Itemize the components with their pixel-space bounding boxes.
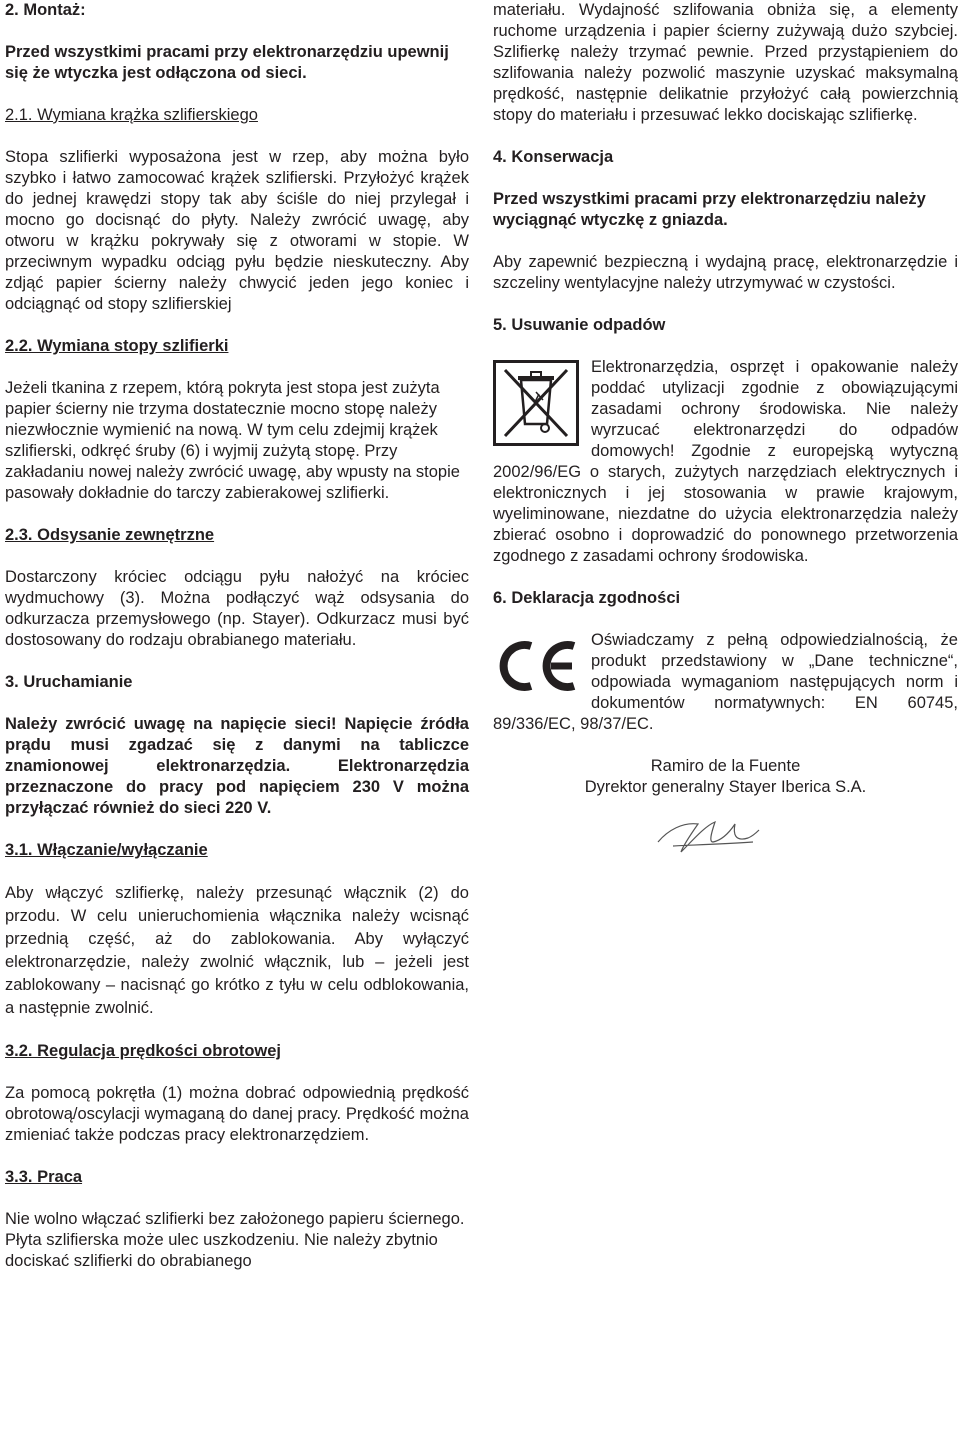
- section-2-3-text: Dostarczony króciec odciągu pyłu nałożyć na króciec wydmuchowy (3). Można podłączyć wąż odsysania do odkurzacza przemysłowego (np. Stayer). Odkurzacz musi być dostosowany do rodzaju obrabianego materiału.: [5, 568, 469, 649]
- section-5-text: Elektronarzędzia, osprzęt i opakowanie należy poddać utylizacji zgodnie z obowiązującymi zasadami ochrony środowiska. Nie należy wyrzucać elektronarzędzi do odpadów domowych! Zgodnie z europejską wytyczną 2002/96/EG o starych, zużytych narzędziach elektrycznych i elektronicznych i jej stosowania w prawie krajowym, wyeliminowane, niezdatne do użycia elektronarzędzia należy zbierać osobno i doprowadzić do ponownego przetworzenia zgodnego z zasadami ochrony środowiska.: [493, 358, 958, 565]
- section-3-3-continued-text: materiału. Wydajność szlifowania obniża się, a elementy ruchome urządzenia i papier ścierny zużywają dużo szybciej. Szlifierkę należy trzymać pewnie. Przed przystąpieniem do szlifowania należy pozwolić maszynie uzyskać maksymalną prędkość, następnie delikatnie przyłożyć całą powierzchnią stopy do materiału i przesuwać lekko dociskając szlifierkę.: [493, 1, 958, 124]
- section-3-3-text: Nie wolno włączać szlifierki bez założonego papieru ściernego. Płyta szlifierska może ulec uszkodzeniu. Nie należy zbytnio dociskać szlifierki do obrabianego: [5, 1210, 465, 1270]
- section-2-1-heading: 2.1. Wymiana krążka szlifierskiego: [5, 106, 258, 124]
- section-2-2-heading: 2.2. Wymiana stopy szlifierki: [5, 337, 229, 355]
- section-3-2-text: Za pomocą pokrętła (1) można dobrać odpowiednią prędkość obrotową/oscylacji wymaganą do danej pracy. Prędkość można zmieniać także podczas pracy elektronarzędziem.: [5, 1084, 469, 1144]
- section-3-3-heading: 3.3. Praca: [5, 1168, 83, 1186]
- signer-name: Ramiro de la Fuente: [650, 757, 801, 775]
- left-column: [5, 0, 469, 1272]
- section-6-heading: 6. Deklaracja zgodności: [493, 589, 681, 607]
- section-2-2-text: Jeżeli tkanina z rzepem, którą pokryta jest stopa jest zużyta papier ścierny nie trzyma dostatecznie mocno stopę należy niezwłocznie wymienić na nową. W tym celu zdejmij krążek szlifierski, odkręć śruby (6) i wyjmij zużytą stopę. Przy zakładaniu nowej należy zwrócić uwagę, aby wpusty na stopie pasowały dokładnie do tarczy zabierakowej szlifierki.: [5, 379, 460, 502]
- signer-title: Dyrektor generalny Stayer Iberica S.A.: [584, 778, 867, 796]
- section-3-heading: 3. Uruchamianie: [5, 673, 133, 691]
- declaration-block: [493, 630, 958, 735]
- signature-image: [653, 812, 763, 857]
- section-6-text: Oświadczamy z pełną odpowiedzialnością, że produkt przedstawiony w „Dane techniczne“, odpowiada wymaganiom następujących norm i dokumentów normatywnych: EN 60745, 89/336/EC, 98/37/EC.: [493, 631, 958, 733]
- section-2-3-heading: 2.3. Odsysanie zewnętrzne: [5, 526, 215, 544]
- section-5-heading: 5. Usuwanie odpadów: [493, 316, 666, 334]
- section-3-2-heading: 3.2. Regulacja prędkości obrotowej: [5, 1042, 281, 1060]
- disposal-block: [493, 357, 958, 567]
- section-3-1-heading: 3.1. Włączanie/wyłączanie: [5, 841, 208, 859]
- signatory: [493, 756, 958, 798]
- section-2-1-text: Stopa szlifierki wyposażona jest w rzep, aby można było szybko i łatwo zamocować krążek szlifierski. Przyłożyć krążek do jednej krawędzi stopy tak aby ściśle do niej przylegał i mocno go docisnąć do płyty. Należy zwrócić uwagę, aby otworu w krążku pokrywały się z otworami w stopie. W przeciwnym wypadku odciąg pyłu będzie nieskuteczny. Aby zdjąć papier ścierny należy chwycić jeden jego koniec i odciągnąć od stopy szlifierskiej: [5, 148, 469, 313]
- crossed-out-wheelie-bin-icon: [493, 360, 579, 446]
- voltage-warning: Należy zwrócić uwagę na napięcie sieci! Napięcie źródła prądu musi zgadzać się z danymi na tabliczce znamionowej elektronarzędzia. Elektronarzędzia przeznaczone do pracy pod napięciem 230 V można przyłączać również do sieci 220 V.: [5, 715, 469, 817]
- section-4-text: Aby zapewnić bezpieczną i wydajną pracę, elektronarzędzie i szczeliny wentylacyjne należy utrzymywać w czystości.: [493, 253, 958, 292]
- right-column: [493, 0, 958, 857]
- section-2-heading: 2. Montaż:: [5, 1, 86, 19]
- section-4-heading: 4. Konserwacja: [493, 148, 614, 166]
- maintenance-warning: Przed wszystkimi pracami przy elektronarzędziu należy wyciągnąć wtyczkę z gniazda.: [493, 190, 926, 229]
- section-3-1-text: Aby włączyć szlifierkę, należy przesunąć włącznik (2) do przodu. W celu unieruchomienia włącznika należy wcisnąć przednią część, aż do zablokowania. Aby wyłączyć elektronarzędzie, należy zwolnić włącznik, lub – jeżeli jest zablokowany – nacisnąć go krótko z tyłu w celu odblokowania, a następnie zwolnić.: [5, 884, 469, 1017]
- ce-mark-icon: [493, 638, 579, 694]
- safety-warning: Przed wszystkimi pracami przy elektronarzędziu upewnij się że wtyczka jest odłączona od sieci.: [5, 43, 449, 82]
